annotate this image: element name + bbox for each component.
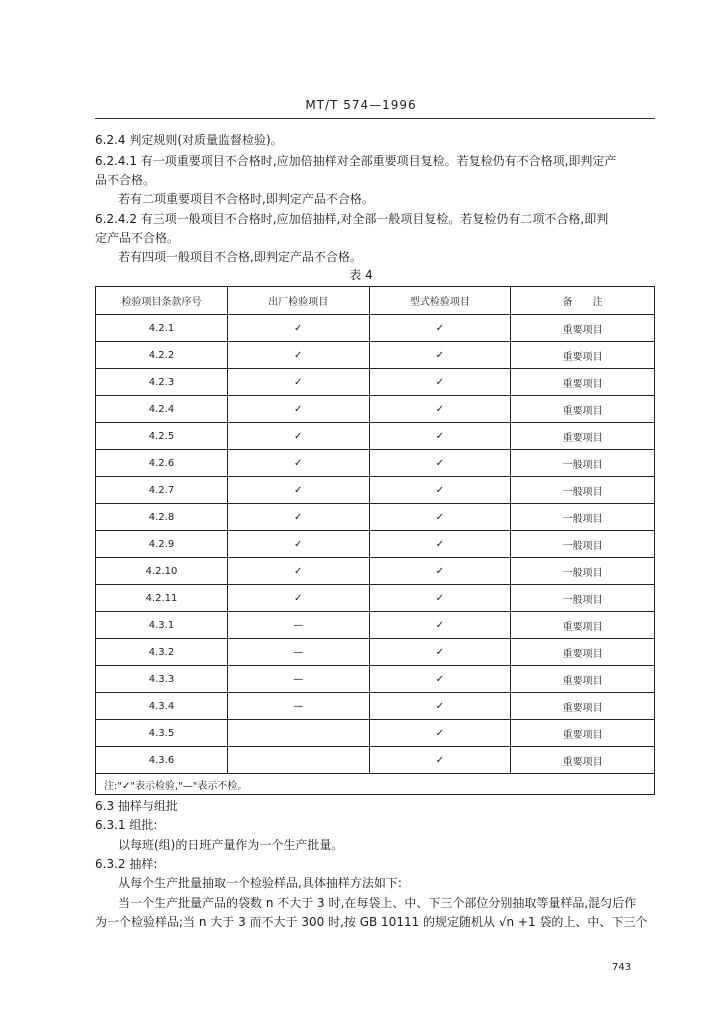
header-rule — [95, 118, 655, 119]
cell-type-inspection: ✓ — [369, 666, 511, 693]
clause-6-2-4-2: 6.2.4.2 有三项一般项目不合格时,应加倍抽样,对全部一般项目复检。若复检仍有二项不合格,即判 — [95, 212, 609, 226]
clause-6-3-2-text: 从每个生产批量抽取一个检验样品,具体抽样方法如下: — [118, 876, 402, 890]
cell-remarks: 重要项目 — [511, 612, 655, 639]
cell-factory-inspection: ✓ — [227, 396, 369, 423]
cell-factory-inspection: ✓ — [227, 531, 369, 558]
cell-factory-inspection: ✓ — [227, 342, 369, 369]
cell-factory-inspection: ✓ — [227, 585, 369, 612]
cell-type-inspection: ✓ — [369, 342, 511, 369]
cell-factory-inspection: ✓ — [227, 423, 369, 450]
cell-remarks: 重要项目 — [511, 693, 655, 720]
cell-remarks: 重要项目 — [511, 666, 655, 693]
cell-remarks: 重要项目 — [511, 423, 655, 450]
clause-6-2-4: 6.2.4 判定规则(对质量监督检验)。 — [95, 133, 283, 147]
inspection-table — [95, 286, 655, 795]
section-6-3: 6.3 抽样与组批 — [95, 799, 178, 813]
clause-6-2-4-2-cont: 定产品不合格。 — [95, 231, 180, 245]
cell-type-inspection: ✓ — [369, 639, 511, 666]
table-row — [96, 693, 655, 720]
cell-factory-inspection — [227, 747, 369, 774]
table-header-row — [96, 287, 655, 315]
table-row — [96, 531, 655, 558]
clause-6-3-2-rule1: 当一个生产批量产品的袋数 n 不大于 3 时,在每袋上、中、下三个部位分别抽取等量样品,混匀后作 — [118, 896, 637, 910]
cell-clause-number: 4.2.8 — [96, 504, 228, 531]
cell-type-inspection: ✓ — [369, 693, 511, 720]
cell-remarks: 一般项目 — [511, 585, 655, 612]
table-row — [96, 450, 655, 477]
cell-factory-inspection: — — [227, 666, 369, 693]
clause-6-2-4-2-para2: 若有四项一般项目不合格,即判定产品不合格。 — [118, 250, 362, 264]
table-row — [96, 639, 655, 666]
cell-remarks: 一般项目 — [511, 531, 655, 558]
cell-type-inspection: ✓ — [369, 558, 511, 585]
cell-type-inspection: ✓ — [369, 369, 511, 396]
table-title: 表 4 — [349, 268, 373, 282]
page-number: 743 — [612, 962, 632, 973]
cell-type-inspection: ✓ — [369, 423, 511, 450]
cell-remarks: 一般项目 — [511, 477, 655, 504]
document-header: MT/T 574—1996 — [305, 98, 417, 112]
cell-remarks: 重要项目 — [511, 720, 655, 747]
cell-clause-number: 4.2.1 — [96, 315, 228, 342]
table-row — [96, 315, 655, 342]
table-row — [96, 423, 655, 450]
table-note-row — [96, 774, 655, 795]
cell-clause-number: 4.2.4 — [96, 396, 228, 423]
cell-clause-number: 4.3.1 — [96, 612, 228, 639]
cell-clause-number: 4.3.6 — [96, 747, 228, 774]
header-type-inspection: 型式检验项目 — [369, 287, 511, 315]
cell-factory-inspection: ✓ — [227, 315, 369, 342]
header-clause-number: 检验项目条款序号 — [96, 287, 228, 315]
cell-type-inspection: ✓ — [369, 720, 511, 747]
cell-factory-inspection: — — [227, 639, 369, 666]
table-row — [96, 369, 655, 396]
clause-6-3-2: 6.3.2 抽样: — [95, 857, 158, 871]
table-row — [96, 558, 655, 585]
cell-remarks: 一般项目 — [511, 558, 655, 585]
cell-remarks: 重要项目 — [511, 639, 655, 666]
header-factory-inspection: 出厂检验项目 — [227, 287, 369, 315]
cell-clause-number: 4.2.7 — [96, 477, 228, 504]
table-row — [96, 747, 655, 774]
cell-clause-number: 4.2.3 — [96, 369, 228, 396]
clause-6-2-4-1-cont: 品不合格。 — [95, 173, 156, 187]
cell-factory-inspection: ✓ — [227, 369, 369, 396]
cell-clause-number: 4.2.5 — [96, 423, 228, 450]
cell-type-inspection: ✓ — [369, 585, 511, 612]
cell-remarks: 重要项目 — [511, 396, 655, 423]
cell-clause-number: 4.3.3 — [96, 666, 228, 693]
table-row — [96, 396, 655, 423]
cell-type-inspection: ✓ — [369, 315, 511, 342]
cell-remarks: 一般项目 — [511, 504, 655, 531]
cell-factory-inspection: ✓ — [227, 558, 369, 585]
cell-factory-inspection: ✓ — [227, 477, 369, 504]
table-row — [96, 612, 655, 639]
table-row — [96, 666, 655, 693]
clause-6-2-4-1-para2: 若有二项重要项目不合格时,即判定产品不合格。 — [118, 192, 374, 206]
cell-type-inspection: ✓ — [369, 450, 511, 477]
cell-remarks: 一般项目 — [511, 450, 655, 477]
table-row — [96, 477, 655, 504]
table-row — [96, 585, 655, 612]
table-note: 注:"✓"表示检验,"—"表示不检。 — [96, 774, 655, 795]
cell-type-inspection: ✓ — [369, 396, 511, 423]
cell-clause-number: 4.3.5 — [96, 720, 228, 747]
cell-clause-number: 4.2.9 — [96, 531, 228, 558]
cell-clause-number: 4.2.6 — [96, 450, 228, 477]
table-row — [96, 504, 655, 531]
table-row — [96, 342, 655, 369]
clause-6-2-4-1: 6.2.4.1 有一项重要项目不合格时,应加倍抽样对全部重要项目复检。若复检仍有不合格项,即判定产 — [95, 154, 617, 168]
cell-remarks: 重要项目 — [511, 342, 655, 369]
cell-type-inspection: ✓ — [369, 747, 511, 774]
clause-6-3-1: 6.3.1 组批: — [95, 818, 158, 832]
cell-factory-inspection: — — [227, 693, 369, 720]
clause-6-3-2-rule1-cont: 为一个检验样品;当 n 大于 3 而不大于 300 时,按 GB 10111 的规定随机从 √n +1 袋的上、中、下三个 — [95, 915, 648, 929]
cell-clause-number: 4.2.2 — [96, 342, 228, 369]
cell-remarks: 重要项目 — [511, 315, 655, 342]
cell-clause-number: 4.2.10 — [96, 558, 228, 585]
table-row — [96, 720, 655, 747]
cell-factory-inspection: — — [227, 612, 369, 639]
cell-remarks: 重要项目 — [511, 747, 655, 774]
cell-factory-inspection — [227, 720, 369, 747]
cell-factory-inspection: ✓ — [227, 504, 369, 531]
cell-type-inspection: ✓ — [369, 477, 511, 504]
cell-clause-number: 4.2.11 — [96, 585, 228, 612]
cell-clause-number: 4.3.2 — [96, 639, 228, 666]
header-remarks: 备 注 — [511, 287, 655, 315]
cell-type-inspection: ✓ — [369, 531, 511, 558]
cell-type-inspection: ✓ — [369, 504, 511, 531]
cell-remarks: 重要项目 — [511, 369, 655, 396]
cell-type-inspection: ✓ — [369, 612, 511, 639]
clause-6-3-1-text: 以每班(组)的日班产量作为一个生产批量。 — [118, 838, 344, 852]
cell-factory-inspection: ✓ — [227, 450, 369, 477]
cell-clause-number: 4.3.4 — [96, 693, 228, 720]
